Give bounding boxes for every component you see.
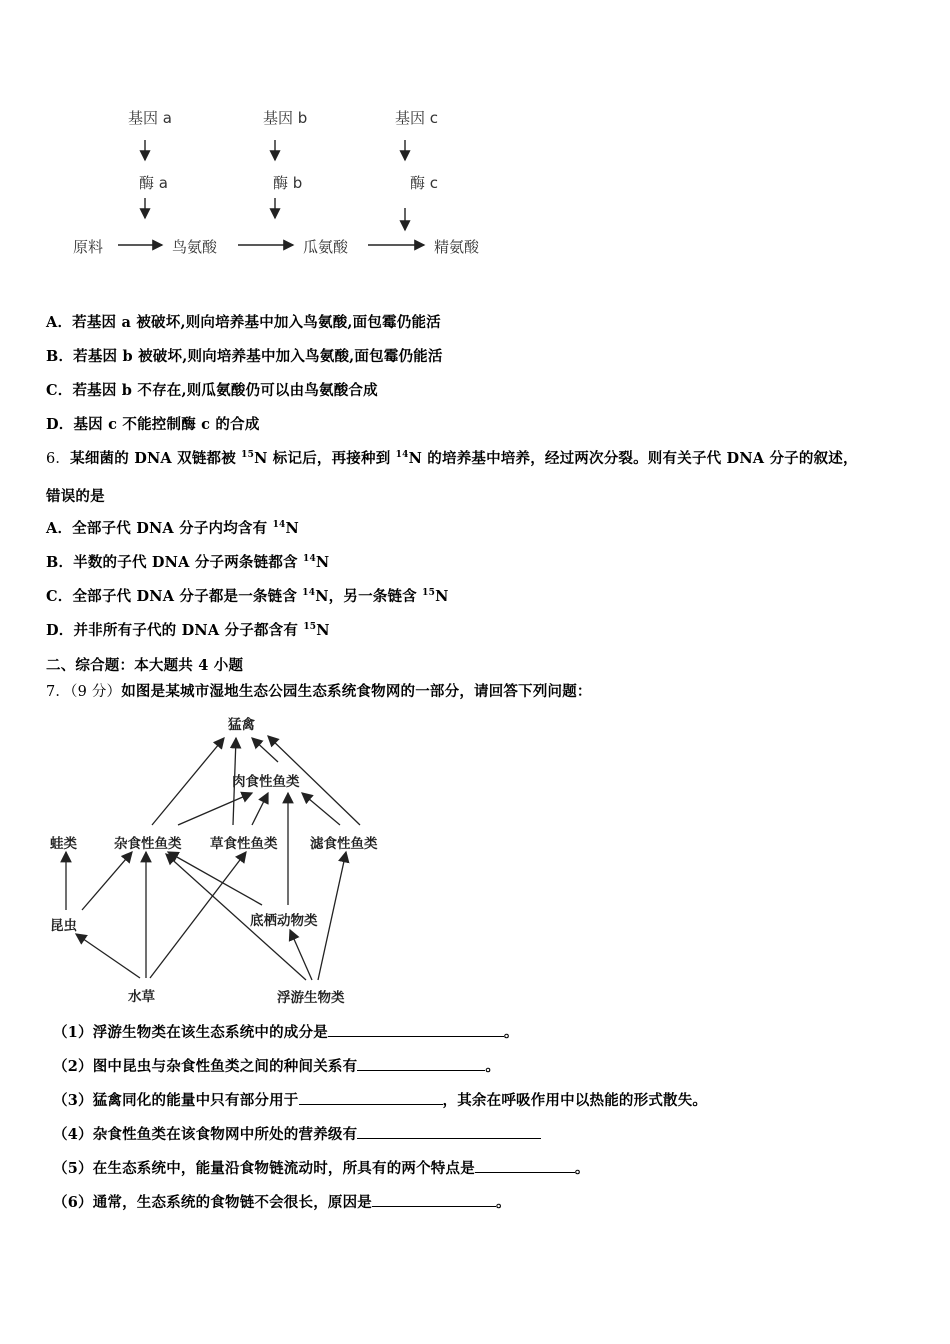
arrow-omni-carn [178, 793, 252, 825]
q7-sub-3: （3）猛禽同化的能量中只有部分用于 ，其余在呼吸作用中以热能的形式散失。 [53, 1092, 708, 1109]
arrow-omni-raptor [152, 738, 224, 825]
insect-label: 昆虫 [50, 918, 77, 934]
q6-stem-line2: 错误的是 [46, 488, 105, 505]
omnivorous-fish-label: 杂食性鱼类 [114, 836, 182, 852]
q7-sub-4: （4）杂食性鱼类在该食物网中所处的营养级有 [53, 1123, 541, 1144]
aquatic-plant-label: 水草 [128, 989, 155, 1005]
q6-option-d: D．并非所有子代的 DNA 分子都含有 $^{15}$N [46, 622, 330, 639]
answer-blank-3[interactable] [299, 1090, 443, 1105]
q5-option-a: A．若基因 a 被破坏,则向培养基中加入鸟氨酸,面包霉仍能活 [46, 314, 441, 331]
gene-a-label: 基因 a [128, 109, 172, 127]
arrow-filter-carn [302, 793, 340, 825]
arrow-plankton-filter [318, 852, 346, 980]
q5-option-b: B．若基因 b 被破坏,则向培养基中加入鸟氨酸,面包霉仍能活 [46, 348, 443, 365]
arrow-benthic-omni [168, 852, 262, 905]
answer-blank-5[interactable] [475, 1158, 575, 1173]
enzyme-c-label: 酶 c [410, 174, 439, 192]
raw-material-label: 原料 [73, 238, 104, 256]
q7-sub-1: （1）浮游生物类在该生态系统中的成分是 。 [53, 1024, 519, 1041]
filter-fish-label: 滤食性鱼类 [310, 836, 378, 852]
enzyme-b-label: 酶 b [273, 174, 303, 192]
section-heading: 二、综合题：本大题共 4 小题 [46, 657, 244, 674]
arginine-label: 精氨酸 [434, 238, 480, 256]
enzyme-a-label: 酶 a [139, 174, 168, 192]
carnivorous-fish-label: 肉食性鱼类 [232, 774, 300, 790]
arrow-plankton-benthic [290, 930, 312, 980]
arrow-plant-herb [150, 852, 246, 978]
frog-label: 蛙类 [50, 836, 77, 852]
arrow-insect-omni [82, 852, 132, 910]
citrulline-label: 瓜氨酸 [303, 238, 349, 256]
answer-blank-6[interactable] [372, 1192, 496, 1207]
arrow-herb-carn [252, 793, 268, 825]
q6-option-b: B．半数的子代 DNA 分子两条链都含 $^{14}$N [46, 554, 330, 571]
raptor-label: 猛禽 [228, 717, 255, 733]
q7-sub-6: （6）通常，生态系统的食物链不会很长，原因是 。 [53, 1194, 511, 1211]
answer-blank-4[interactable] [357, 1124, 541, 1139]
q5-option-c: C．若基因 b 不存在,则瓜氨酸仍可以由鸟氨酸合成 [46, 382, 378, 399]
q6-option-c: C．全部子代 DNA 分子都是一条链含 $^{14}$N，另一条链含 $^{15}$N [46, 588, 449, 605]
q5-option-d: D．基因 c 不能控制酶 c 的合成 [46, 416, 260, 433]
q6-stem: 6．某细菌的 DNA 双链都被 $^{15}$N 标记后，再接种到 $^{14}$N 的培养基中培养，经过两次分裂。则有关子代 DNA 分子的叙述， [46, 450, 858, 467]
arrow-plant-insect [76, 934, 140, 978]
gene-c-label: 基因 c [395, 109, 439, 127]
answer-blank-2[interactable] [357, 1056, 485, 1071]
q7-sub-2: （2）图中昆虫与杂食性鱼类之间的种间关系有 。 [53, 1058, 501, 1075]
q6-option-a: A．全部子代 DNA 分子内均含有 $^{14}$N [46, 520, 299, 537]
answer-blank-1[interactable] [328, 1022, 504, 1037]
benthic-label: 底栖动物类 [250, 913, 318, 929]
plankton-label: 浮游生物类 [277, 990, 345, 1006]
q7-stem: 7．（9 分）如图是某城市湿地生态公园生态系统食物网的一部分，请回答下列问题： [46, 683, 592, 700]
herbivorous-fish-label: 草食性鱼类 [210, 836, 278, 852]
ornithine-label: 鸟氨酸 [172, 238, 218, 256]
q7-sub-5: （5）在生态系统中，能量沿食物链流动时，所具有的两个特点是 。 [53, 1160, 590, 1177]
gene-b-label: 基因 b [263, 109, 308, 127]
